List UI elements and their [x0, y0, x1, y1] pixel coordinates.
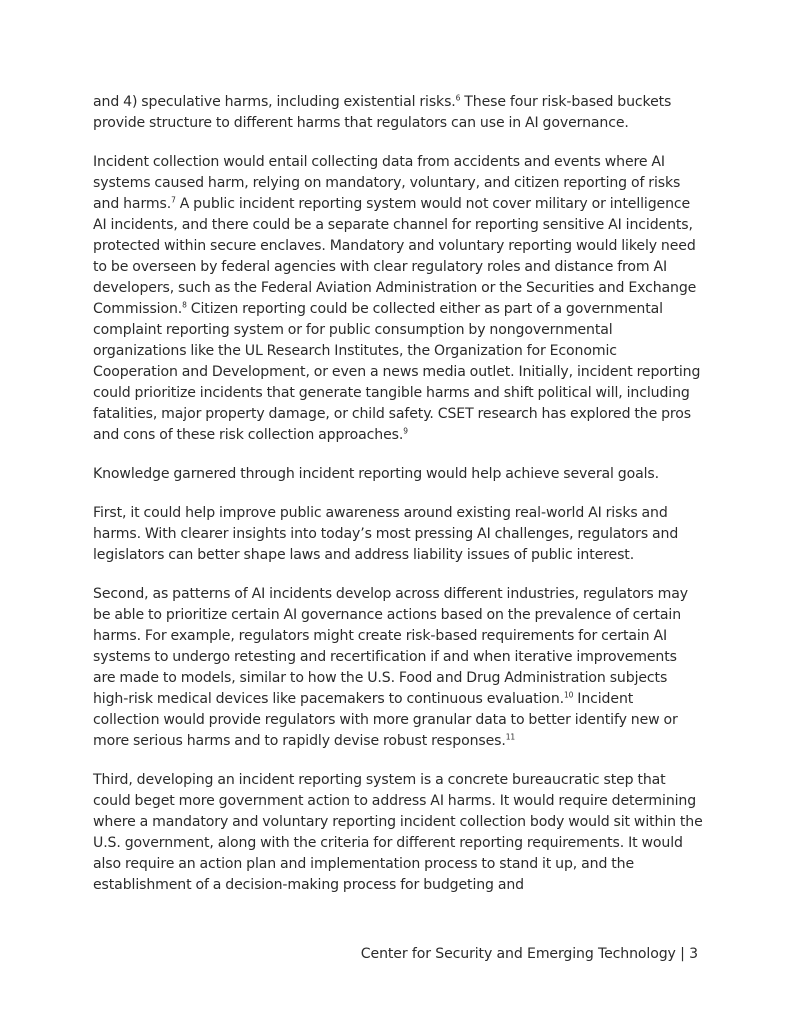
paragraph-text: Second, as patterns of AI incidents develop across different industries, regulators may be able to prioritize certain AI governance actions based on the prevalence of certain harms. For example, regulators might create risk-based requirements for certain AI systems to undergo retesting and recertification if and when iterative improvements are made to models, similar to how the U.S. Food and Drug Administration subjects high-risk medical devices like pacemakers to continuous evaluation.: [93, 586, 688, 707]
paragraph-third-goal: [93, 770, 703, 896]
footer-separator: |: [675, 946, 690, 962]
footnote-ref-8[interactable]: 8: [182, 300, 187, 310]
footer-organization: Center for Security and Emerging Technology: [360, 946, 676, 962]
footnote-ref-7[interactable]: 7: [171, 195, 176, 205]
footnote-ref-9[interactable]: 9: [403, 426, 408, 436]
paragraph-risk-buckets: [93, 92, 703, 134]
paragraph-knowledge-goals: [93, 464, 703, 485]
paragraph-text: A public incident reporting system would not cover military or intelligence AI incidents, and there could be a separate channel for reporting sensitive AI incidents, protected within secure enclaves. Mandatory and voluntary reporting would likely need to be overseen by federal agencies with clear regulatory roles and distance from AI developers, such as the Federal Aviation Administration or the Securities and Exchange Commission.: [93, 196, 697, 317]
paragraph-text: These four risk-based buckets provide structure to different harms that regulators can use in AI governance.: [93, 94, 672, 131]
page-footer: [361, 944, 698, 964]
page-body: [93, 92, 703, 914]
footnote-ref-11[interactable]: 11: [505, 732, 516, 742]
paragraph-text: Third, developing an incident reporting system is a concrete bureaucratic step that could beget more government action to address AI harms. It would require determining where a mandatory and voluntary reporting incident collection body would sit within the U.S. government, along with the criteria for different reporting requirements. It would also require an action plan and implementation process to stand it up, and the establishment of a decision-making process for budgeting and: [93, 772, 703, 893]
paragraph-second-goal: [93, 584, 703, 752]
footnote-ref-10[interactable]: 10: [564, 690, 574, 700]
paragraph-incident-collection: [93, 152, 703, 446]
paragraph-text: Citizen reporting could be collected either as part of a governmental complaint reporting system or for public consumption by nongovernmental organizations like the UL Research Institutes, the Organization for Economic Cooperation and Development, or even a news media outlet. Initially, incident reporting could prioritize incidents that generate tangible harms and shift political will, including fatalities, major property damage, or child safety. CSET research has explored the pros and cons of these risk collection approaches.: [93, 301, 701, 443]
footnote-ref-6[interactable]: 6: [455, 93, 461, 103]
paragraph-text: Knowledge garnered through incident reporting would help achieve several goals.: [93, 466, 659, 482]
paragraph-first-goal: [93, 503, 703, 566]
page-number: 3: [689, 946, 698, 962]
paragraph-text: Incident collection would provide regulators with more granular data to better identify new or more serious harms and to rapidly devise robust responses.: [93, 691, 678, 749]
paragraph-text: Incident collection would entail collecting data from accidents and events where AI systems caused harm, relying on mandatory, voluntary, and citizen reporting of risks and harms.: [93, 154, 681, 212]
paragraph-text: First, it could help improve public awareness around existing real-world AI risks and harms. With clearer insights into today’s most pressing AI challenges, regulators and legislators can better shape laws and address liability issues of public interest.: [93, 505, 679, 563]
paragraph-text: and 4) speculative harms, including existential risks.: [93, 94, 456, 110]
